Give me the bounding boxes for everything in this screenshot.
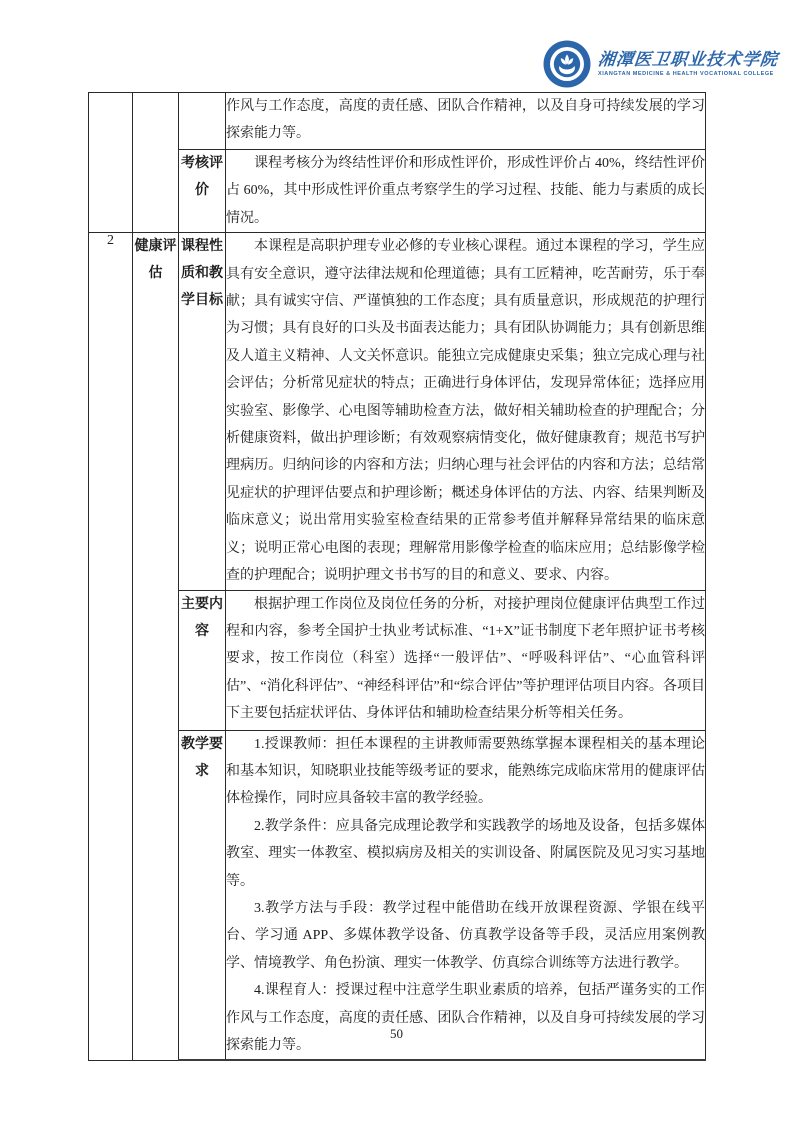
prev-course-index-cell [89,93,133,233]
college-logo [543,39,778,89]
nature-text: 本课程是高职护理专业必修的专业核心课程。通过本课程的学习，学生应具有安全意识，遵守法律法规和伦理道德；具有工匠精神，吃苦耐劳，乐于奉献；具有诚实守信、严谨慎独的工作态度；具有质量意识，形成规范的护理行为习惯；具有良好的口头及书面表达能力；具有团队协调能力；具有创新思维及人道主义精神、人文关怀意识。能独立完成健康史采集；独立完成心理与社会评估；分析常见症状的特点；正确进行身体评估，发现异常体征；选择应用实验室、影像学、心电图等辅助检查方法，做好相关辅助检查的护理配合；分析健康资料，做出护理诊断；有效观察病情变化，做好健康教育；规范书写护理病历。归纳问诊的内容和方法；归纳心理与社会评估的内容和方法；总结常见症状的护理评估要点和护理诊断；概述身体评估的方法、内容、结果判断及临床意义；说出常用实验室检查结果的正常参考值并解释异常结果的临床意义；说明正常心电图的表现；理解常用影像学检查的临床应用；总结影像学检查的护理配合；说明护理文书书写的目的和意义、要求、内容。 [226,239,705,584]
table-row [89,150,706,233]
teaching-require-p1: 1.授课教师：担任本课程的主讲教师需要熟练掌握本课程相关的基本理论和基本知识，知晓职业技能等级考证的要求，能熟练完成临床常用的健康评估体检操作，同时应具备较丰富的教学经验。 [226,736,705,807]
course-syllabus-table [88,92,706,1061]
teaching-require-p3: 3.教学方法与手段：教学过程中能借助在线开放课程资源、学银在线平台、学习通 APP、多媒体教学设备、仿真教学设备等手段，灵活应用案例教学、情境教学、角色扮演、理实一体教学、仿真综合训练等方法进行教学。 [226,900,705,971]
college-name-en: XIANGTAN MEDICINE & HEALTH VOCATIONAL COLLEGE [598,70,774,77]
teaching-require-text-cell [226,730,706,1060]
main-content-label-cell: 主要内容 [179,590,226,730]
table-row [89,590,706,730]
assessment-text: 课程考核分为终结性评价和形成性评价，形成性评价占 40%，终结性评价占 60%，其中形成性评价重点考察学生的学习过程、技能、能力与素质的成长情况。 [226,156,705,226]
teaching-require-p2: 2.教学条件：应具备完成理论教学和实践教学的场地及设备，包括多媒体教室、理实一体教室、模拟病房及相关的实训设备、附属医院及见习实习基地等。 [226,818,705,889]
nature-text-cell [226,233,706,590]
prev-course-empty-label-cell [179,93,226,150]
course-name-cell: 健康评估 [133,233,179,1061]
college-name-cn: 湘潭医卫职业技术学院 [597,49,780,70]
assessment-label-cell: 考核评价 [179,150,226,233]
teaching-require-label-cell: 教学要求 [179,730,226,1060]
table-row [89,93,706,150]
main-content-text-cell [226,590,706,730]
table-row [89,730,706,1060]
assessment-text-cell [226,150,706,233]
nature-label-cell: 课程性质和教学目标 [179,233,226,590]
course-index-cell: 2 [89,233,133,1061]
requirement-tail-text: 作风与工作态度，高度的责任感、团队合作精神，以及自身可持续发展的学习探索能力等。 [226,99,705,142]
page-number: 50 [390,1026,403,1041]
prev-course-requirement-tail-cell [226,93,706,150]
college-seal-icon [543,40,591,88]
table-row [89,233,706,590]
prev-course-name-cell [133,93,179,233]
teaching-require-p4: 4.课程育人：授课过程中注意学生职业素质的培养，包括严谨务实的工作作风与工作态度，高度的责任感、团队合作精神，以及自身可持续发展的学习探索能力等。 [226,983,705,1053]
main-content-text: 根据护理工作岗位及岗位任务的分析，对接护理岗位健康评估典型工作过程和内容，参考全国护士执业考试标准、“1+X”证书制度下老年照护证书考核要求，按工作岗位（科室）选择“一般评估”、“呼吸科评估”、“心血管科评估”、“消化科评估”、“神经科评估”和“综合评估”等护理评估项目内容。各项目下主要包括症状评估、身体评估和辅助检查结果分析等相关任务。 [226,596,705,722]
college-names [598,51,778,78]
